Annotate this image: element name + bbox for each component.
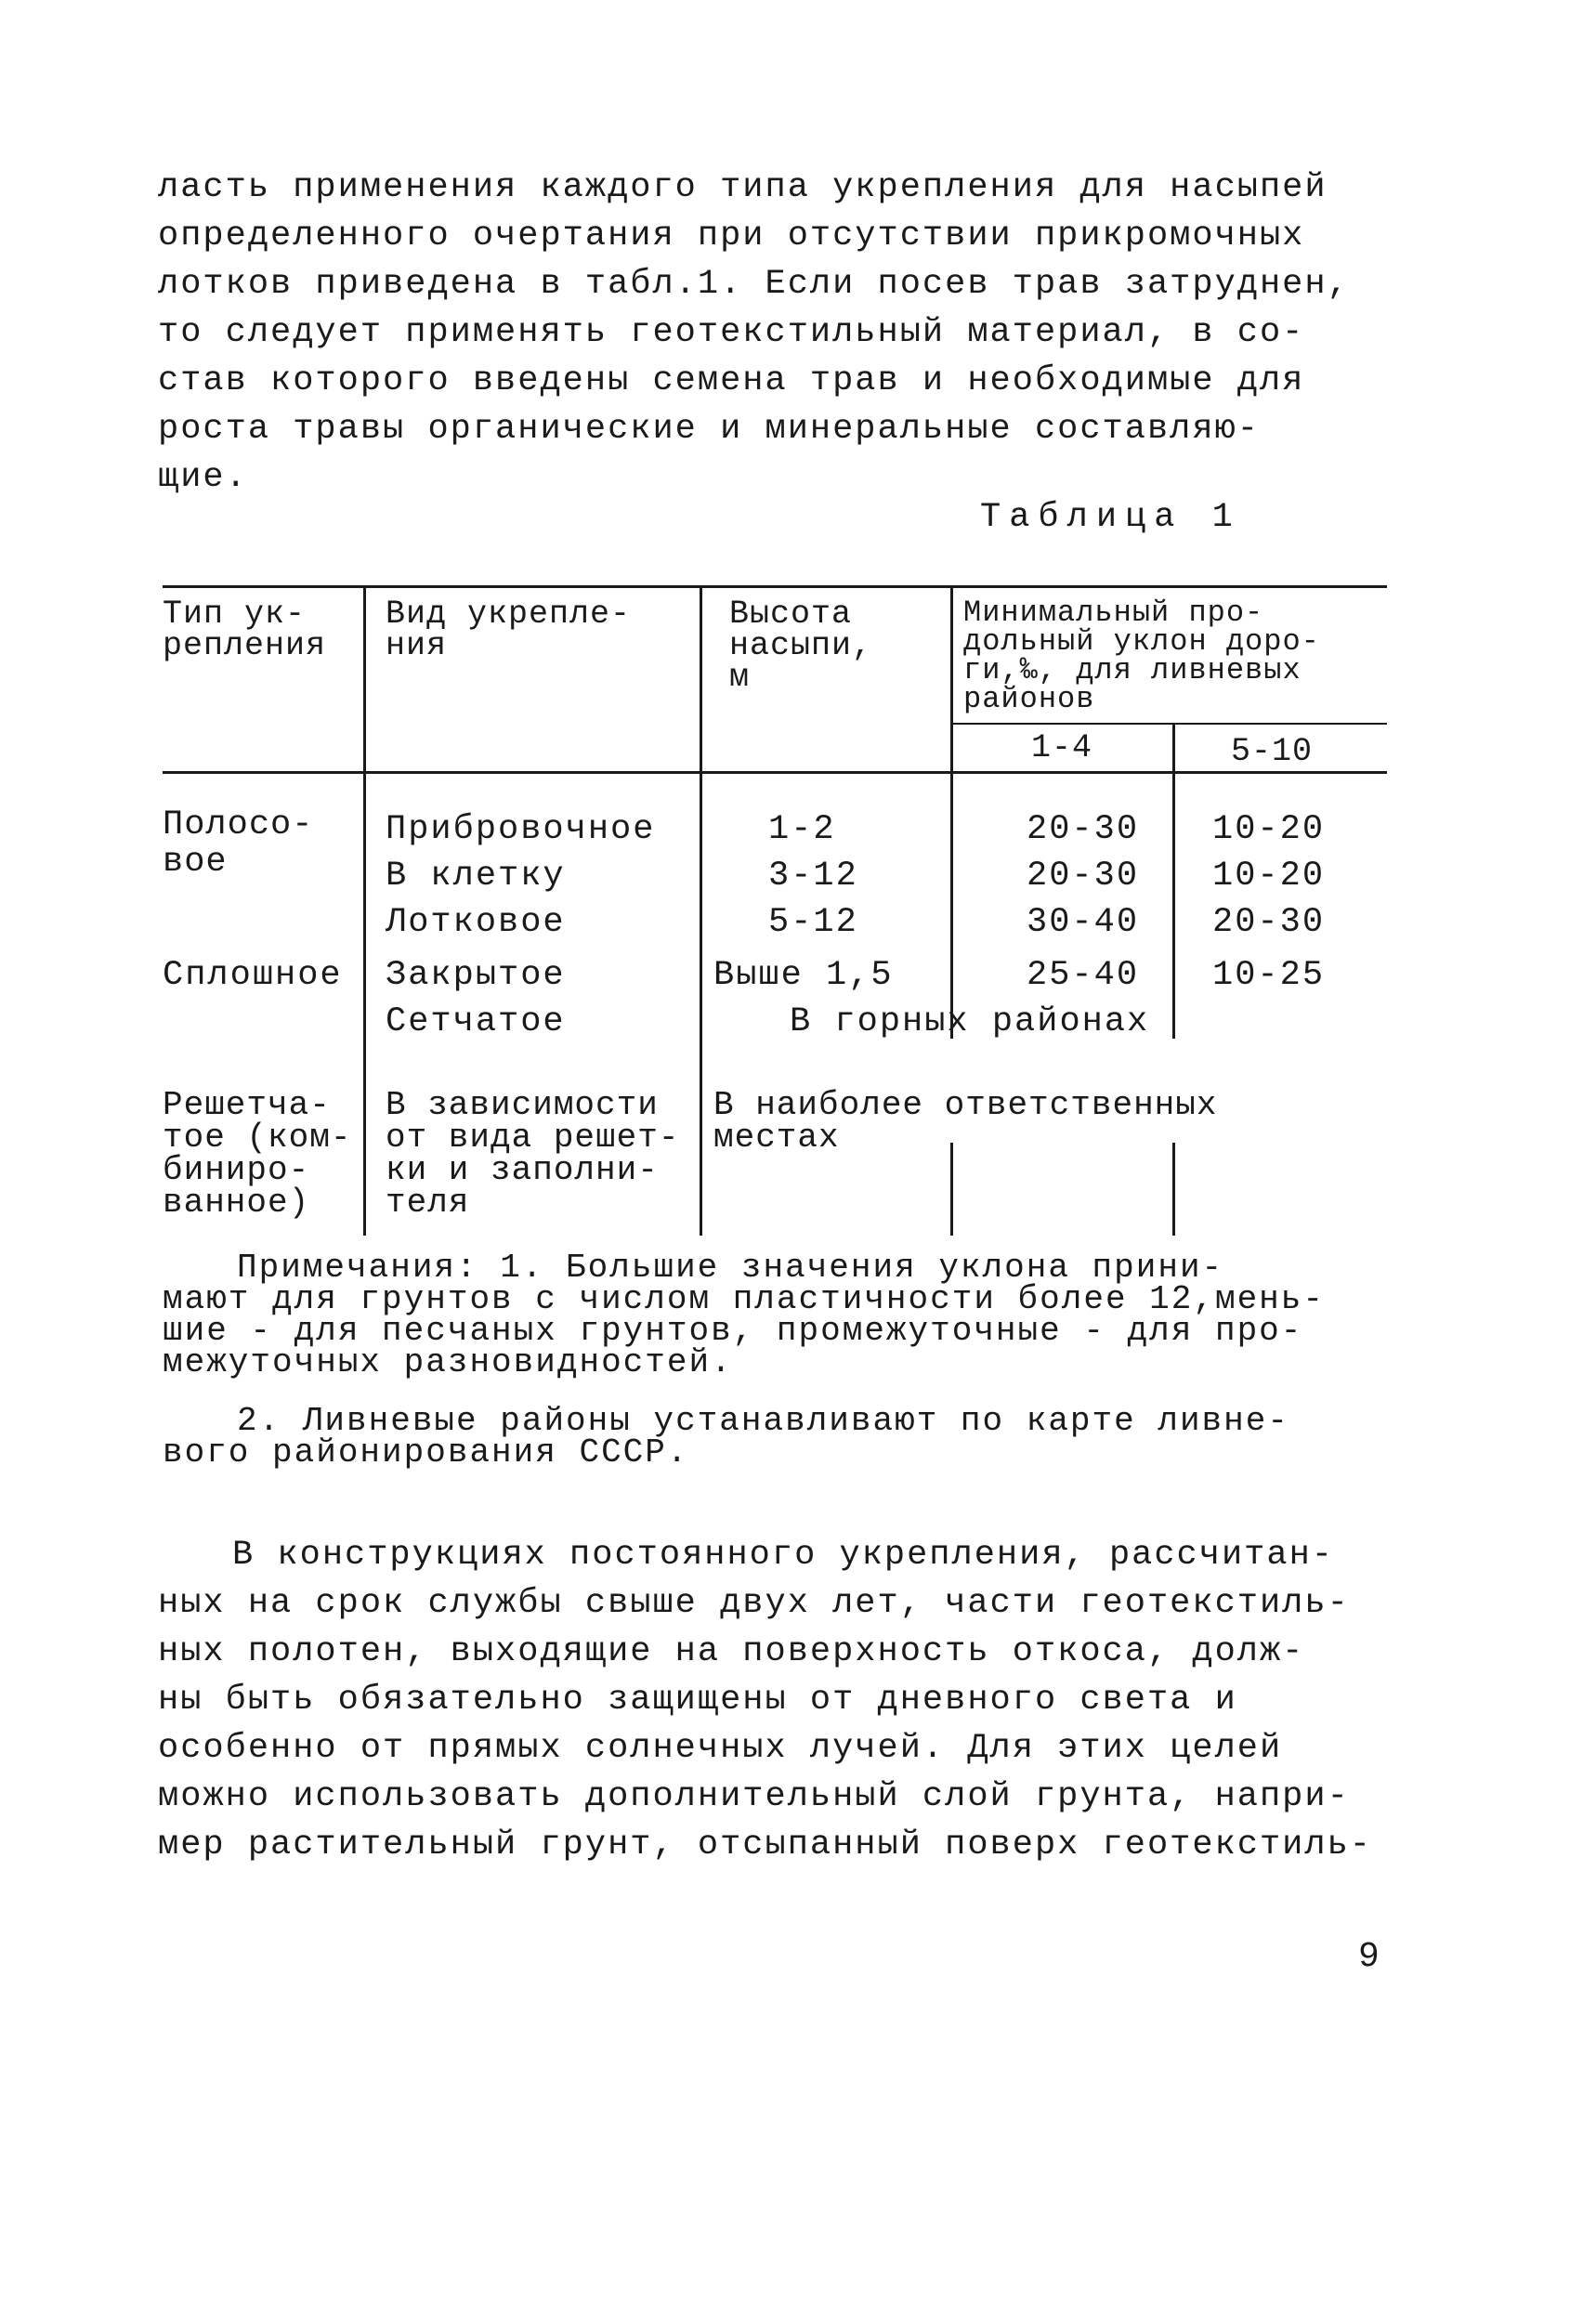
kind-cell: Сетчатое xyxy=(386,1002,566,1041)
header-line: Тип ук- xyxy=(163,595,307,633)
text-line: определенного очертания при отсутствии прикромочных xyxy=(158,216,1305,255)
column-divider xyxy=(1172,723,1175,1039)
table-note-2 xyxy=(163,1402,1398,1472)
type-continuous: Сплошное xyxy=(163,956,343,995)
slope-5-10-cell: 20-30 xyxy=(1212,903,1326,942)
kind-cell: В клетку xyxy=(386,857,566,896)
header-line: Высота xyxy=(729,595,853,633)
column-divider xyxy=(950,1143,953,1236)
text-line: щие. xyxy=(158,458,248,497)
header-line: Вид укрепле- xyxy=(386,595,632,633)
height-cell: 5-12 xyxy=(768,903,858,942)
cell-line: Полосо- xyxy=(163,805,314,844)
cell-line: тое (ком- xyxy=(163,1119,352,1157)
header-slope xyxy=(963,595,1320,716)
paragraph-intro xyxy=(158,164,1393,502)
cell-line: ванное) xyxy=(163,1184,310,1222)
text-line: то следует применять геотекстильный материал, в со- xyxy=(158,313,1305,352)
slope-5-10-cell: 10-20 xyxy=(1212,810,1326,849)
cell-line: ки и заполни- xyxy=(386,1151,659,1189)
height-cell: 3-12 xyxy=(768,857,858,896)
cell-line: местах xyxy=(713,1119,840,1157)
column-divider xyxy=(1172,1143,1175,1236)
table-caption: Таблица 1 xyxy=(980,498,1241,537)
note-line: 2. Ливневые районы устанавливают по карте ливне- xyxy=(237,1402,1289,1440)
header-slope-5-10: 5-10 xyxy=(1231,733,1314,770)
header-height xyxy=(729,595,873,696)
cell-line: от вида решет- xyxy=(386,1119,680,1157)
paragraph-protection xyxy=(158,1531,1393,1869)
header-type xyxy=(163,595,327,664)
height-cell: Выше 1,5 xyxy=(713,956,894,995)
slope-1-4-cell: 20-30 xyxy=(1027,810,1140,849)
cell-line: В зависимости xyxy=(386,1086,659,1124)
kind-cell: Прибровочное xyxy=(386,810,656,849)
type-strip xyxy=(163,806,313,881)
kind-lattice xyxy=(386,1086,680,1222)
cell-line: биниро- xyxy=(163,1151,310,1189)
text-line: ных полотен, выходящие на поверхность откоса, долж- xyxy=(158,1632,1305,1671)
header-kind xyxy=(386,595,632,664)
note-line: вого районирования СССР. xyxy=(163,1433,689,1472)
text-line: ны быть обязательно защищены от дневного света и xyxy=(158,1681,1237,1720)
header-line: Минимальный про- xyxy=(963,595,1264,630)
kind-cell: Закрытое xyxy=(386,956,566,995)
note-line: мают для грунтов с числом пластичности более 12,мень- xyxy=(163,1280,1325,1318)
table-note-1 xyxy=(163,1249,1398,1381)
header-line: насыпи, xyxy=(729,627,873,664)
span-critical-places xyxy=(713,1086,1218,1157)
text-line: роста травы органические и минеральные составляю- xyxy=(158,410,1260,449)
text-line: В конструкциях постоянного укрепления, рассчитан- xyxy=(232,1536,1334,1575)
note-line: шие - для песчаных грунтов, промежуточные - для про- xyxy=(163,1312,1303,1350)
slope-1-4-cell: 30-40 xyxy=(1027,903,1140,942)
header-line: ги,‰, для ливневых xyxy=(963,653,1302,687)
note-line: Примечания: 1. Большие значения уклона прини- xyxy=(237,1249,1224,1287)
header-slope-1-4: 1-4 xyxy=(1031,729,1093,766)
header-line: репления xyxy=(163,627,327,664)
cell-line: В наиболее ответственных xyxy=(713,1086,1218,1124)
text-line: особенно от прямых солнечных лучей. Для этих целей xyxy=(158,1729,1283,1768)
cell-line: Решетча- xyxy=(163,1086,331,1124)
type-lattice xyxy=(163,1086,352,1222)
slope-1-4-cell: 20-30 xyxy=(1027,857,1140,896)
header-line: ния xyxy=(386,627,448,664)
table-top-rule xyxy=(163,585,1387,588)
page-number: 9 xyxy=(1358,1937,1380,1977)
note-line: межуточных разновидностей. xyxy=(163,1343,733,1381)
height-cell: 1-2 xyxy=(768,810,836,849)
column-divider xyxy=(700,585,702,1236)
header-line: районов xyxy=(963,682,1095,716)
span-mountain-regions: В горных районах xyxy=(790,1002,1150,1041)
header-bottom-rule xyxy=(163,771,1387,774)
text-line: мер растительный грунт, отсыпанный поверх геотекстиль- xyxy=(158,1825,1372,1865)
slope-subheader-rule xyxy=(950,723,1387,725)
header-line: м xyxy=(729,659,751,696)
slope-1-4-cell: 25-40 xyxy=(1027,956,1140,995)
cell-line: теля xyxy=(386,1184,470,1222)
text-line: став которого введены семена трав и необходимые для xyxy=(158,361,1305,400)
text-line: ных на срок службы свыше двух лет, части геотекстиль- xyxy=(158,1584,1350,1623)
slope-5-10-cell: 10-25 xyxy=(1212,956,1326,995)
slope-5-10-cell: 10-20 xyxy=(1212,857,1326,896)
text-line: лотков приведена в табл.1. Если посев трав затруднен, xyxy=(158,265,1350,304)
reinforcement-table xyxy=(163,585,1387,1236)
text-line: можно использовать дополнительный слой грунта, напри- xyxy=(158,1777,1350,1816)
column-divider xyxy=(950,585,953,1039)
text-line: ласть применения каждого типа укрепления для насыпей xyxy=(158,168,1328,207)
cell-line: вое xyxy=(163,843,228,882)
header-line: дольный уклон доро- xyxy=(963,624,1320,659)
kind-cell: Лотковое xyxy=(386,903,566,942)
column-divider xyxy=(363,585,366,1236)
